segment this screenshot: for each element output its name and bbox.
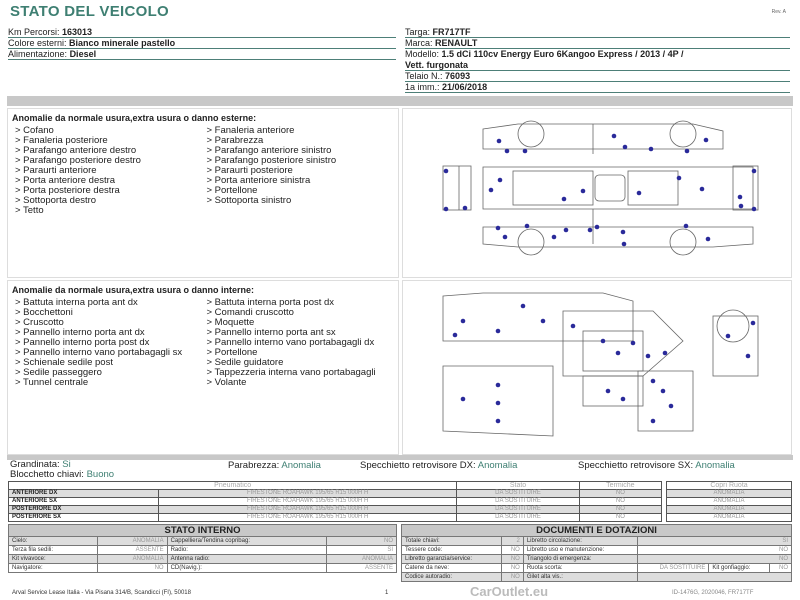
tyre-termiche: NO — [579, 490, 661, 498]
page-number: 1 — [385, 590, 389, 596]
field-value: NO — [97, 564, 167, 573]
field-value: NO — [638, 546, 792, 555]
registration-value: 21/06/2018 — [442, 82, 488, 92]
damage-item: > Parafango anteriore sinistro — [206, 145, 332, 156]
wheel-cover-value: ANOMALIA — [667, 490, 792, 498]
damage-item: > Moquette — [206, 317, 255, 328]
damage-marker — [623, 145, 628, 150]
keylock-value: Buono — [86, 469, 115, 480]
damage-item: > Sottoporta destro — [15, 195, 97, 206]
field-label: Libretto uso e manutenzione: — [523, 546, 637, 555]
field-label: Libretto circolazione: — [523, 537, 637, 546]
damage-marker — [631, 341, 636, 346]
field-label: Totale chiavi: — [402, 537, 502, 546]
damage-marker — [704, 138, 709, 143]
wheel-cover-row — [667, 514, 792, 522]
mirror-sx-status — [578, 461, 735, 471]
fuel-label: Alimentazione: — [8, 49, 68, 59]
damage-marker — [564, 228, 569, 233]
damage-item: > Pannello interno vano portabagagli sx — [15, 347, 183, 358]
windshield-value: Anomalia — [281, 460, 321, 471]
damage-marker — [552, 235, 557, 240]
damage-item: > Tunnel centrale — [15, 377, 89, 388]
tyre-tyre: FIRESTONE ROAHAWK 195/65 R15 000H H — [159, 498, 457, 506]
model-value-2: Vett. furgonata — [405, 60, 469, 70]
model-label: Modello: — [405, 49, 440, 59]
brand-label: Marca: — [405, 38, 433, 48]
field-value: ANOMALIA — [326, 555, 396, 564]
km-row — [8, 27, 396, 38]
tyre-header: Pneumatico — [9, 482, 457, 490]
damage-marker — [739, 204, 744, 209]
external-damage-panel — [7, 108, 399, 278]
field-label: Cielo: — [9, 537, 98, 546]
damage-marker — [496, 383, 501, 388]
wheel-cover-row — [667, 498, 792, 506]
field-label: Terza fila sedili: — [9, 546, 98, 555]
damage-item: > Fanaleria posteriore — [15, 135, 108, 146]
field-label: CD(Navig.): — [167, 564, 326, 573]
wheel-cover-header: Copri Ruota — [667, 482, 792, 490]
damage-marker — [621, 397, 626, 402]
field-value: ANOMALIA — [97, 537, 167, 546]
field-value: DA SOSTITUIRE — [638, 564, 709, 573]
damage-marker — [496, 226, 501, 231]
damage-marker — [463, 206, 468, 211]
color-label: Colore esterni: — [8, 38, 67, 48]
tyre-pos: POSTERIORE DX — [9, 506, 159, 514]
documenti-table — [401, 524, 792, 582]
damage-item: > Paraurti anteriore — [15, 165, 97, 176]
model-row-2 — [405, 60, 790, 71]
wheel-cover-value: ANOMALIA — [667, 506, 792, 514]
damage-item: > Parafango posteriore sinistro — [206, 155, 337, 166]
damage-marker — [523, 149, 528, 154]
windshield-label: Parabrezza: — [228, 460, 280, 471]
mirror-dx-label: Specchietto retrovisore DX: — [360, 460, 476, 471]
model-value: 1.5 dCi 110cv Energy Euro 6Kangoo Express / 2013 / 4P / — [441, 49, 684, 59]
color-row — [8, 38, 396, 49]
damage-marker — [581, 189, 586, 194]
damage-marker — [498, 178, 503, 183]
chassis-row — [405, 71, 790, 82]
field-value: NO — [502, 564, 524, 573]
field-label: Gilet alta vis.: — [523, 573, 637, 582]
section-row — [9, 546, 397, 555]
damage-marker — [646, 354, 651, 359]
damage-marker — [489, 188, 494, 193]
damage-item: > Pannello interno porta ant sx — [206, 327, 336, 338]
field-label: Antenna radio: — [167, 555, 326, 564]
damage-marker — [706, 237, 711, 242]
damage-item: > Sedile guidatore — [206, 357, 284, 368]
damage-marker — [752, 169, 757, 174]
field-value: NO — [326, 537, 396, 546]
damage-marker — [752, 207, 757, 212]
wheel-cover-value: ANOMALIA — [667, 498, 792, 506]
damage-marker — [444, 169, 449, 174]
keylock-label: Blocchetto chiavi: — [10, 469, 84, 480]
wheel-cover-value: ANOMALIA — [667, 514, 792, 522]
damage-marker — [496, 329, 501, 334]
damage-item: > Pannello interno porta ant dx — [15, 327, 145, 338]
wheel-cover-row — [667, 490, 792, 498]
tyre-termiche: NO — [579, 498, 661, 506]
field-value: ANOMALIA — [97, 555, 167, 564]
damage-item: > Porta anteriore destra — [15, 175, 116, 186]
interior-outline-icon — [403, 281, 793, 456]
registration-label: 1a imm.: — [405, 82, 440, 92]
tyre-row — [9, 506, 662, 514]
plate-value: FR717TF — [432, 27, 471, 37]
stato-interno-title: STATO INTERNO — [9, 525, 397, 537]
damage-item: > Tetto — [15, 205, 44, 216]
divider-bar — [7, 96, 793, 106]
damage-item: > Fanaleria anteriore — [206, 125, 295, 136]
damage-marker — [651, 379, 656, 384]
color-value: Bianco minerale pastello — [69, 38, 176, 48]
damage-marker — [612, 134, 617, 139]
documenti-title: DOCUMENTI E DOTAZIONI — [402, 525, 792, 537]
section-row — [402, 573, 792, 582]
field-label: Kit gonfiaggio: — [709, 564, 770, 573]
damage-marker — [649, 147, 654, 152]
field-label: Triangolo di emergenza: — [523, 555, 637, 564]
section-row — [9, 564, 397, 573]
field-value: NO — [502, 546, 524, 555]
tyre-termiche: NO — [579, 514, 661, 522]
field-value — [638, 573, 792, 582]
revision: Rev. A — [771, 9, 786, 15]
damage-item: > Pannello interno vano portabagagli dx — [206, 337, 375, 348]
tyre-row — [9, 514, 662, 522]
damage-item: > Portellone — [206, 185, 258, 196]
damage-marker — [496, 419, 501, 424]
section-row — [402, 537, 792, 546]
field-value: NO — [638, 555, 792, 564]
damage-item: > Pannello interno porta post dx — [15, 337, 150, 348]
km-label: Km Percorsi: — [8, 27, 60, 37]
brand-value: RENAULT — [435, 38, 478, 48]
damage-item: > Parafango anteriore destro — [15, 145, 137, 156]
tyre-stato: DA SOSTITUIRE — [457, 514, 579, 522]
section-row — [402, 564, 792, 573]
plate-row — [405, 27, 790, 38]
damage-item: > Sottoporta sinistro — [206, 195, 292, 206]
tyre-stato: DA SOSTITUIRE — [457, 506, 579, 514]
field-value: SI — [326, 546, 396, 555]
field-value: NO — [502, 555, 524, 564]
damage-marker — [622, 242, 627, 247]
wheel-cover-table — [666, 481, 792, 522]
tyre-table — [8, 481, 662, 522]
tyre-tyre: FIRESTONE ROAHAWK 195/65 R15 000H H — [159, 490, 457, 498]
internal-list-2 — [207, 298, 395, 388]
tyre-stato: DA SOSTITUIRE — [457, 490, 579, 498]
windshield-status — [228, 461, 321, 471]
field-value: NO — [502, 573, 524, 582]
damage-item: > Comandi cruscotto — [206, 307, 294, 318]
field-label: Ruota scorta: — [523, 564, 637, 573]
damage-marker — [663, 351, 668, 356]
damage-marker — [751, 321, 756, 326]
damage-item: > Parabrezza — [206, 135, 264, 146]
damage-item: > Battuta interna porta post dx — [206, 297, 335, 308]
mirror-dx-value: Anomalia — [477, 460, 518, 471]
damage-marker — [738, 195, 743, 200]
footer-ref: ID-1476G, 2020046, FR717TF — [672, 590, 754, 596]
damage-marker — [541, 319, 546, 324]
plate-label: Targa: — [405, 27, 431, 37]
external-list-1 — [15, 126, 203, 216]
field-label: Libretto garanzia/service: — [402, 555, 502, 564]
brand-row — [405, 38, 790, 49]
damage-marker — [601, 339, 606, 344]
damage-item: > Tappezzeria interna vano portabagagli — [206, 367, 376, 378]
tyre-termiche: NO — [579, 506, 661, 514]
section-row — [9, 555, 397, 564]
field-value: SI — [638, 537, 792, 546]
damage-item: > Porta anteriore sinistra — [206, 175, 311, 186]
damage-item: > Porta posteriore destra — [15, 185, 120, 196]
field-label: Radio: — [167, 546, 326, 555]
damage-marker — [616, 351, 621, 356]
damage-item: > Bocchettoni — [15, 307, 73, 318]
damage-marker — [700, 187, 705, 192]
damage-marker — [505, 149, 510, 154]
chassis-value: 76093 — [445, 71, 471, 81]
field-label: Cappelliera/Tendina copribag: — [167, 537, 326, 546]
damage-item: > Portellone — [206, 347, 258, 358]
fuel-row — [8, 49, 396, 60]
field-value: NO — [770, 564, 792, 573]
damage-marker — [746, 354, 751, 359]
damage-marker — [669, 404, 674, 409]
field-label: Tessere code: — [402, 546, 502, 555]
damage-marker — [571, 324, 576, 329]
damage-marker — [651, 419, 656, 424]
damage-item: > Cofano — [15, 125, 54, 136]
exterior-car-diagram — [402, 108, 792, 278]
section-row — [9, 537, 397, 546]
field-label: Codice autoradio: — [402, 573, 502, 582]
damage-marker — [595, 225, 600, 230]
damage-marker — [621, 230, 626, 235]
field-value: 2 — [502, 537, 524, 546]
damage-item: > Volante — [206, 377, 247, 388]
damage-marker — [461, 397, 466, 402]
damage-marker — [497, 139, 502, 144]
state-header: Stato — [457, 482, 579, 490]
interior-car-diagram — [402, 280, 792, 455]
mirror-sx-label: Specchietto retrovisore SX: — [578, 460, 694, 471]
damage-marker — [496, 401, 501, 406]
hail-label: Grandinata: — [10, 459, 60, 470]
tyre-tyre: FIRESTONE ROAHAWK 195/65 R15 000H H — [159, 514, 457, 522]
external-list-2 — [207, 126, 395, 216]
mirror-dx-status — [360, 461, 517, 471]
tyre-tyre: FIRESTONE ROAHAWK 195/65 R15 000H H — [159, 506, 457, 514]
field-label: Navigatore: — [9, 564, 98, 573]
vehicle-info-left — [8, 27, 396, 60]
field-label: Kit vivavoce: — [9, 555, 98, 564]
hail-value: Si — [62, 459, 71, 470]
damage-marker — [606, 389, 611, 394]
damage-marker — [453, 333, 458, 338]
mirror-sx-value: Anomalia — [695, 460, 735, 471]
km-value: 163013 — [62, 27, 93, 37]
field-label: Catene da neve: — [402, 564, 502, 573]
tyre-pos: ANTERIORE DX — [9, 490, 159, 498]
damage-marker — [525, 224, 530, 229]
damage-item: > Battuta interna porta ant dx — [15, 297, 138, 308]
watermark-logo: CarOutlet.eu — [470, 584, 549, 599]
section-row — [402, 555, 792, 564]
damage-marker — [588, 228, 593, 233]
footer-address: Arval Service Lease Italia - Via Pisana 314/B, Scandicci (FI), 50018 — [12, 590, 191, 596]
registration-row — [405, 82, 790, 93]
damage-marker — [684, 224, 689, 229]
damage-item: > Schienale sedile post — [15, 357, 113, 368]
tyre-row — [9, 498, 662, 506]
damage-marker — [562, 197, 567, 202]
model-row — [405, 49, 790, 60]
page-title: STATO DEL VEICOLO — [10, 3, 170, 20]
damage-item: > Cruscotto — [15, 317, 64, 328]
winter-header: Termiche — [579, 482, 661, 490]
internal-damage-panel — [7, 280, 399, 455]
tyre-stato: DA SOSTITUIRE — [457, 498, 579, 506]
tyre-pos: ANTERIORE SX — [9, 498, 159, 506]
damage-marker — [503, 235, 508, 240]
stato-interno-table — [8, 524, 397, 573]
internal-list-1 — [15, 298, 203, 388]
damage-item: > Paraurti posteriore — [206, 165, 293, 176]
damage-item: > Parafango posteriore destro — [15, 155, 141, 166]
damage-item: > Sedile passeggero — [15, 367, 102, 378]
fuel-value: Diesel — [69, 49, 97, 59]
hail-status — [10, 460, 114, 480]
damage-marker — [677, 176, 682, 181]
tyre-pos: POSTERIORE SX — [9, 514, 159, 522]
damage-marker — [637, 191, 642, 196]
damage-marker — [661, 389, 666, 394]
field-value: ASSENTE — [326, 564, 396, 573]
damage-marker — [521, 304, 526, 309]
damage-marker — [685, 149, 690, 154]
external-heading: Anomalie da normale usura,extra usura o danno esterne: — [12, 113, 257, 123]
section-row — [402, 546, 792, 555]
field-value: ASSENTE — [97, 546, 167, 555]
damage-marker — [726, 334, 731, 339]
damage-marker — [461, 319, 466, 324]
car-outline-icon — [403, 109, 793, 279]
chassis-label: Telaio N.: — [405, 71, 443, 81]
wheel-cover-row — [667, 506, 792, 514]
tyre-row — [9, 490, 662, 498]
internal-heading: Anomalie da normale usura,extra usura o danno interne: — [12, 285, 255, 295]
damage-marker — [444, 207, 449, 212]
vehicle-info-right — [405, 27, 790, 93]
